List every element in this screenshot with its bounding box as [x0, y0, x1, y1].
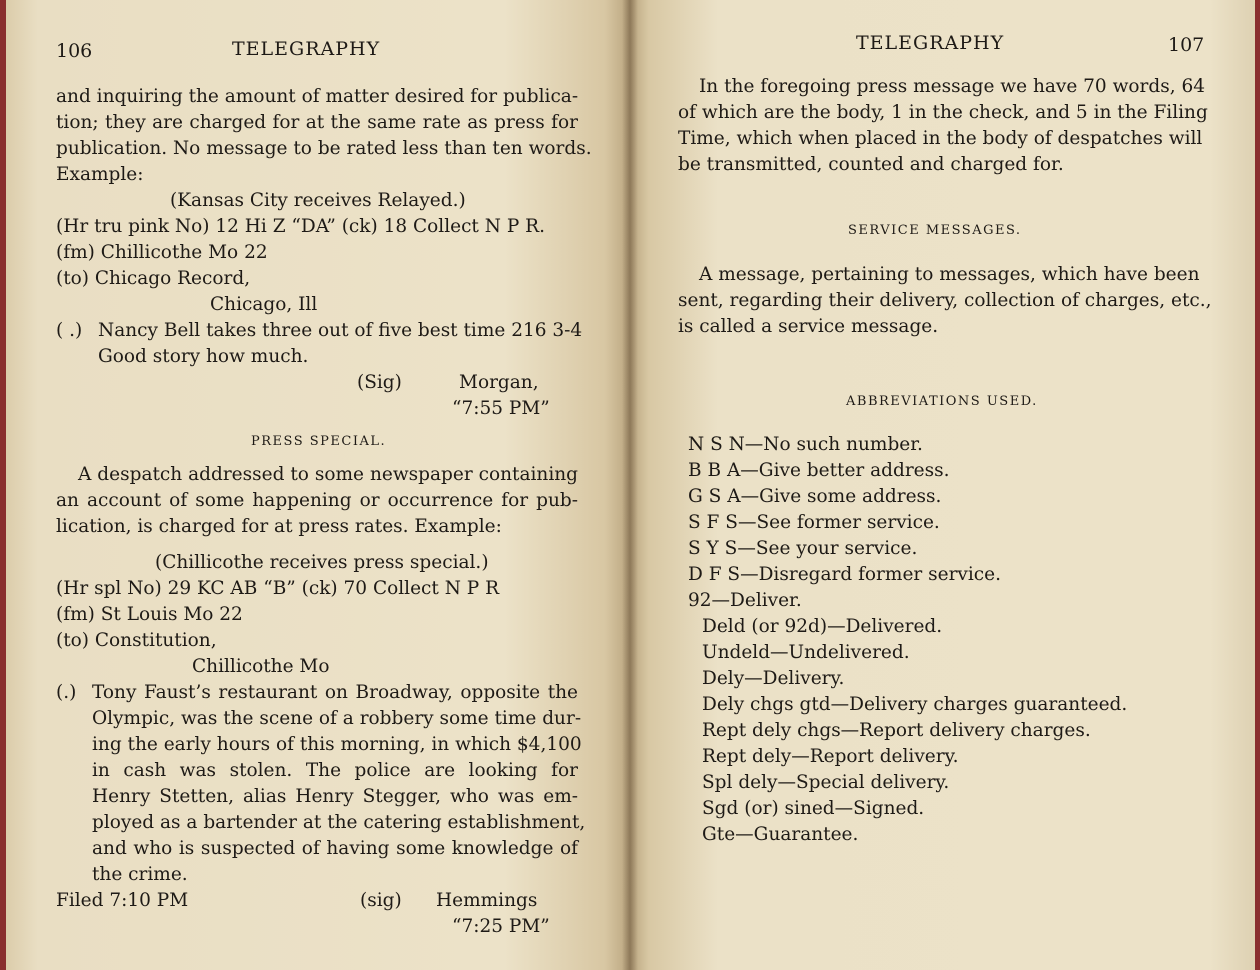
message-body-line: ing the early hours of this morning, in which $4,100 [92, 734, 582, 755]
section-heading: SERVICE MESSAGES. [848, 223, 1022, 238]
running-head-left: TELEGRAPHY [232, 38, 381, 60]
signature-name: Hemmings [436, 890, 538, 911]
abbreviation-item: G S A—Give some address. [688, 486, 942, 507]
abbreviation-item: D F S—Disregard former service. [688, 564, 1001, 585]
abbreviation-item: Spl dely—Special delivery. [702, 772, 950, 793]
signature-time: “7:55 PM” [452, 398, 550, 419]
abbreviation-item: 92—Deliver. [688, 590, 802, 611]
from-line: (fm) Chillicothe Mo 22 [56, 242, 268, 263]
abbreviation-item: N S N—No such number. [688, 434, 923, 455]
abbreviation-item: Dely chgs gtd—Delivery charges guaranteed. [702, 694, 1128, 715]
abbreviation-item: Rept dely chgs—Report delivery charges. [702, 720, 1091, 741]
message-header-line: (Hr tru pink No) 12 Hi Z “DA” (ck) 18 Collect N P R. [56, 216, 545, 237]
signature-time: “7:25 PM” [452, 916, 550, 937]
section-heading: PRESS SPECIAL. [251, 434, 387, 449]
signature-label: (Sig) [357, 372, 402, 393]
message-body-line: the crime. [92, 864, 188, 885]
message-body-line: in cash was stolen. The police are looking for [92, 760, 578, 781]
abbreviation-item: Rept dely—Report delivery. [702, 746, 959, 767]
abbreviation-item: Deld (or 92d)—Delivered. [702, 616, 943, 637]
abbreviation-item: S F S—See former service. [688, 512, 940, 533]
abbreviation-item: S Y S—See your service. [688, 538, 918, 559]
text-line: and inquiring the amount of matter desired for publica- [56, 86, 579, 107]
abbreviation-item: B B A—Give better address. [688, 460, 950, 481]
page-number-right: 107 [1168, 34, 1205, 56]
body-marker: (.) [56, 682, 77, 703]
text-line: publication. No message to be rated less than ten words. [56, 138, 592, 159]
page-number-left: 106 [56, 40, 93, 62]
text-line: an account of some happening or occurrence for pub- [56, 490, 578, 511]
text-line: tion; they are charged for at the same rate as press for [56, 112, 578, 133]
from-line: (fm) St Louis Mo 22 [56, 604, 243, 625]
book-edge-left [0, 0, 6, 970]
message-body-line: ployed as a bartender at the catering establishment, [92, 812, 586, 833]
address-line: Chillicothe Mo [192, 656, 330, 677]
text-line: sent, regarding their delivery, collection of charges, etc., [678, 290, 1212, 311]
running-head-right: TELEGRAPHY [856, 32, 1005, 54]
signature-name: Morgan, [459, 372, 539, 393]
to-line: (to) Constitution, [56, 630, 217, 651]
body-marker: ( .) [56, 320, 83, 341]
abbreviation-item: Gte—Guarantee. [702, 824, 859, 845]
received-note: (Chillicothe receives press special.) [155, 552, 489, 573]
message-body-line: Good story how much. [98, 346, 309, 367]
text-line: In the foregoing press message we have 70 words, 64 [699, 76, 1206, 97]
message-body-line: Henry Stetten, alias Henry Stegger, who was em- [92, 786, 578, 807]
message-body-line: Olympic, was the scene of a robbery some time dur- [92, 708, 582, 729]
abbreviation-item: Undeld—Undelivered. [702, 642, 910, 663]
text-line: A despatch addressed to some newspaper containing [78, 464, 578, 485]
filed-time: Filed 7:10 PM [56, 890, 189, 911]
text-line: A message, pertaining to messages, which have been [699, 264, 1200, 285]
book-edge-right [1255, 0, 1260, 970]
text-line: Example: [56, 164, 144, 185]
message-body-line: and who is suspected of having some knowledge of [92, 838, 578, 859]
right-page [630, 0, 1260, 970]
to-line: (to) Chicago Record, [56, 268, 251, 289]
received-note: (Kansas City receives Relayed.) [170, 190, 466, 211]
text-line: Time, which when placed in the body of despatches will [678, 128, 1203, 149]
section-heading: ABBREVIATIONS USED. [846, 394, 1038, 409]
text-line: of which are the body, 1 in the check, and 5 in the Filing [678, 102, 1208, 123]
book-gutter [622, 0, 638, 970]
address-line: Chicago, Ill [210, 294, 318, 315]
signature-label: (sig) [360, 890, 402, 911]
text-line: lication, is charged for at press rates. Example: [56, 516, 502, 537]
message-body-line: Tony Faust’s restaurant on Broadway, opposite the [92, 682, 578, 703]
abbreviation-item: Dely—Delivery. [702, 668, 845, 689]
text-line: is called a service message. [678, 316, 939, 337]
abbreviation-item: Sgd (or) sined—Signed. [702, 798, 925, 819]
text-line: be transmitted, counted and charged for. [678, 154, 1064, 175]
message-header-line: (Hr spl No) 29 KC AB “B” (ck) 70 Collect N P R [56, 578, 500, 599]
message-body-line: Nancy Bell takes three out of five best time 216 3-4 [98, 320, 583, 341]
